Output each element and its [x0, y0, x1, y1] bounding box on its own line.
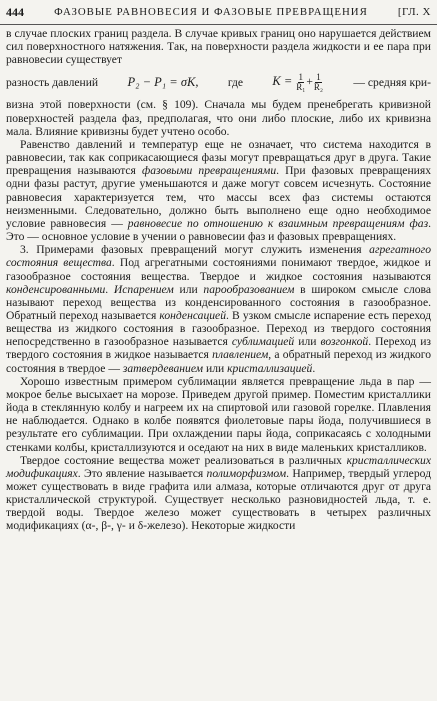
formula-prefix: разность давлений — [6, 75, 99, 89]
chapter-label: [ГЛ. X — [397, 6, 431, 18]
page-body — [6, 27, 431, 701]
pressure-formula: P₂ − P₁ = σK, — [127, 74, 199, 89]
fraction-2: $\frac{1}{\text{R₂}}$ — [313, 71, 324, 92]
header-rule — [0, 24, 437, 25]
running-title: ФАЗОВЫЕ РАВНОВЕСИЯ И ФАЗОВЫЕ ПРЕВРАЩЕНИЯ — [54, 6, 368, 18]
paragraph-4: Хорошо известным примером сублимации является превращение льда в пар — мокрое белье высыхает на морозе. Приведем другой пример. Поместим кристаллики йода в стеклянную колбу и нагреем их на спиртовой или газовой горелке. Плавления не наблюдается. Однако в колбе появятся фиолетовые пары йода, получившиеся в результате его сублимации. При охлаждении пары йода, соприкасаясь с холодными стенками колбы, кристаллизуются и оседают на них в виде маленьких кристалликов. — [6, 374, 431, 454]
paragraph-3: 3. Примерами фазовых превращений могут служить изменения агрегатного состояния вещества. Под агрегатными состояниями понимают твердое, жидкое и газообразное состояния вещества. Твердое и жидкое состояния называются конденсированными. Испарением или парообразованием в широком смысле слова называют переход вещества из конденсированного состояния в газообразное. Обратный переход называется конденсацией. В узком смысле испарение есть переход вещества из жидкого состояния в газообразное. Переход из твердого состояния непосредственно в газообразное называется сублимацией или возгонкой. Переход из твердого состояния в жидкое называется плавлением, а обратный переход из жидкого состояния в твердое — затвердеванием или кристаллизацией. — [6, 243, 432, 375]
paragraph-2: Равенство давлений и температур еще не означает, что система находится в равновесии, так как соприкасающиеся фазы могут превращаться друг в друга. Такие превращения называются фазовыми превращениями. При фазовых превращениях одни фазы растут, другие уменьшаются и даже могут совсем исчезнуть. Состояние равновесия характеризуется тем, что массы всех фаз системы остаются неизменными. Следовательно, должно быть выполнено еще одно необходимое условие равновесия — равновесие по отношению к взаимным превращениям фаз. Это — основное условие в учении о равновесии фаз и фазовых превращениях. — [6, 137, 431, 244]
paragraph-5: Твердое состояние вещества может реализоваться в различных кристаллических модификациях. Это явление называется полиморфизмом. Например, твердый углерод может существовать в виде графита или алмаза, которые отличаются друг от друга кристаллической структурой. Существует несколько разновидностей льда, т. е. твердой воды. Твердое железо может существовать в четырех различных модификациях (α-, β-, γ- и δ-железо). Некоторые жидкости — [6, 453, 431, 533]
formula-where: где — [227, 75, 244, 89]
running-header — [6, 0, 431, 24]
paragraph-1b: визна этой поверхности (см. § 109). Сначала мы будем пренебрегать кривизной поверхностей раздела фаз, предполагая, что они либо плоские, либо их кривизна мала. Влияние кривизны будет учтено особо. — [6, 98, 431, 138]
formula-line — [6, 66, 431, 98]
paragraph-1a: в случае плоских границ раздела. В случае кривых границ оно нарушается действием сил поверхностного натяжения. Так, на поверхности раздела жидкости и ее пара при равновесии существует — [6, 27, 431, 67]
fraction-1: $\frac{1}{\text{R₁}}$ — [296, 71, 306, 92]
formula-suffix: — средняя кри- — [353, 75, 431, 89]
curvature-formula: K = $\frac{1}{\text{R₁}}$ + $\frac{1}{\text{R₂}}$ — [272, 71, 324, 92]
page-number: 444 — [6, 4, 24, 19]
